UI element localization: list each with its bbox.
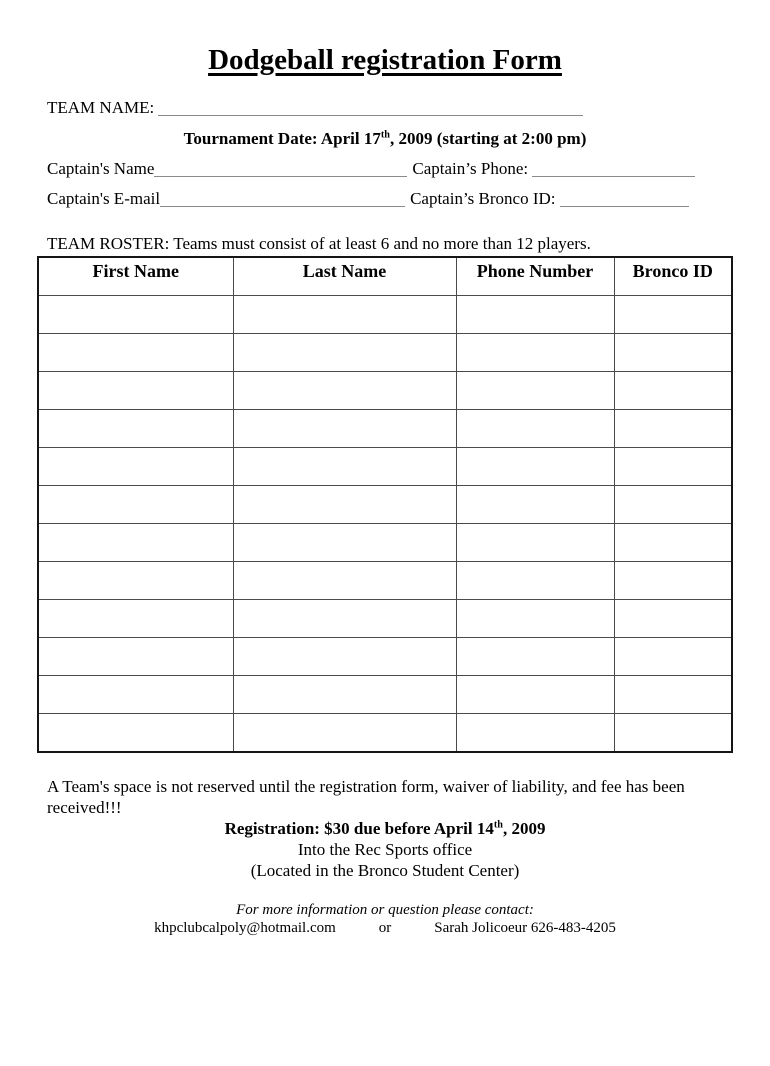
tournament-date-suffix: , 2009 (starting at 2:00 pm) <box>389 129 587 148</box>
captain-name-phone-line <box>0 158 770 180</box>
roster-cell[interactable] <box>233 372 456 410</box>
col-header-first-name: First Name <box>38 257 233 296</box>
roster-cell[interactable] <box>38 334 233 372</box>
roster-cell[interactable] <box>233 410 456 448</box>
roster-cell[interactable] <box>456 524 614 562</box>
roster-cell[interactable] <box>614 600 732 638</box>
registration-fee-prefix: Registration: $30 due before April 14 <box>224 819 494 838</box>
captain-bronco-id-label: Captain’s Bronco ID: <box>410 189 556 208</box>
roster-cell[interactable] <box>614 486 732 524</box>
roster-cell[interactable] <box>38 410 233 448</box>
captain-phone-field[interactable] <box>532 159 695 177</box>
roster-cell[interactable] <box>456 676 614 714</box>
registration-form-page <box>0 42 770 1066</box>
roster-cell[interactable] <box>233 334 456 372</box>
roster-cell[interactable] <box>233 486 456 524</box>
team-name-label: TEAM NAME: <box>47 98 155 117</box>
tournament-date-prefix: Tournament Date: April 17 <box>183 129 381 148</box>
roster-cell[interactable] <box>233 524 456 562</box>
roster-cell[interactable] <box>614 562 732 600</box>
roster-row <box>38 638 732 676</box>
roster-cell[interactable] <box>614 334 732 372</box>
col-header-phone-number: Phone Number <box>456 257 614 296</box>
office-line-1: Into the Rec Sports office <box>297 840 473 859</box>
roster-row <box>38 562 732 600</box>
captain-email-bronco-line <box>0 188 770 210</box>
roster-cell[interactable] <box>233 600 456 638</box>
contact-separator: or <box>378 920 392 936</box>
captain-phone-label: Captain’s Phone: <box>412 159 529 178</box>
roster-row <box>38 334 732 372</box>
roster-header-row <box>38 257 732 296</box>
roster-row <box>38 524 732 562</box>
roster-cell[interactable] <box>38 448 233 486</box>
ordinal-suffix: th <box>380 129 390 141</box>
roster-cell[interactable] <box>38 372 233 410</box>
roster-cell[interactable] <box>233 562 456 600</box>
captain-email-label: Captain's E-mail <box>47 189 161 208</box>
team-name-line <box>0 97 770 119</box>
roster-row <box>38 372 732 410</box>
contact-person: Sarah Jolicoeur 626-483-4205 <box>434 920 616 936</box>
roster-cell[interactable] <box>614 410 732 448</box>
roster-cell[interactable] <box>38 562 233 600</box>
roster-cell[interactable] <box>614 524 732 562</box>
roster-row <box>38 714 732 753</box>
roster-cell[interactable] <box>456 410 614 448</box>
captain-name-label: Captain's Name <box>47 159 155 178</box>
captain-name-field[interactable] <box>154 159 407 177</box>
roster-cell[interactable] <box>614 296 732 334</box>
roster-cell[interactable] <box>456 562 614 600</box>
roster-cell[interactable] <box>456 334 614 372</box>
roster-cell[interactable] <box>38 638 233 676</box>
roster-cell[interactable] <box>233 714 456 753</box>
roster-cell[interactable] <box>233 676 456 714</box>
roster-row <box>38 600 732 638</box>
roster-cell[interactable] <box>614 448 732 486</box>
roster-cell[interactable] <box>456 714 614 753</box>
roster-row <box>38 486 732 524</box>
roster-row <box>38 448 732 486</box>
reservation-notice: A Team's space is not reserved until the registration form, waiver of liability, and fee has been received!!! <box>47 777 685 817</box>
roster-row <box>38 676 732 714</box>
registration-fee-suffix: , 2009 <box>502 819 546 838</box>
roster-cell[interactable] <box>614 676 732 714</box>
page-title <box>0 42 770 78</box>
roster-cell[interactable] <box>38 714 233 753</box>
roster-cell[interactable] <box>614 638 732 676</box>
registration-fee-line <box>0 818 770 839</box>
roster-row <box>38 410 732 448</box>
team-name-field[interactable] <box>158 98 583 116</box>
contact-line <box>0 919 770 937</box>
roster-cell[interactable] <box>233 296 456 334</box>
tournament-date-line <box>0 128 770 150</box>
roster-cell[interactable] <box>233 638 456 676</box>
roster-cell[interactable] <box>456 638 614 676</box>
roster-cell[interactable] <box>456 372 614 410</box>
roster-cell[interactable] <box>456 600 614 638</box>
roster-cell[interactable] <box>233 448 456 486</box>
captain-email-field[interactable] <box>160 189 405 207</box>
roster-cell[interactable] <box>456 486 614 524</box>
col-header-last-name: Last Name <box>233 257 456 296</box>
contact-heading: For more information or question please contact: <box>236 902 534 918</box>
roster-row <box>38 296 732 334</box>
roster-cell[interactable] <box>38 296 233 334</box>
roster-cell[interactable] <box>614 372 732 410</box>
office-line-2: (Located in the Bronco Student Center) <box>250 861 520 880</box>
roster-cell[interactable] <box>38 486 233 524</box>
captain-bronco-id-field[interactable] <box>560 189 689 207</box>
contact-email: khpclubcalpoly@hotmail.com <box>154 920 336 936</box>
roster-instructions: TEAM ROSTER: Teams must consist of at least 6 and no more than 12 players. <box>47 234 591 253</box>
roster-table <box>37 256 733 753</box>
roster-cell[interactable] <box>38 524 233 562</box>
page-title-text: Dodgeball registration Form <box>208 44 562 76</box>
roster-cell[interactable] <box>38 600 233 638</box>
roster-cell[interactable] <box>38 676 233 714</box>
roster-cell[interactable] <box>614 714 732 753</box>
col-header-bronco-id: Bronco ID <box>614 257 732 296</box>
roster-cell[interactable] <box>456 448 614 486</box>
roster-cell[interactable] <box>456 296 614 334</box>
ordinal-suffix: th <box>493 819 503 831</box>
